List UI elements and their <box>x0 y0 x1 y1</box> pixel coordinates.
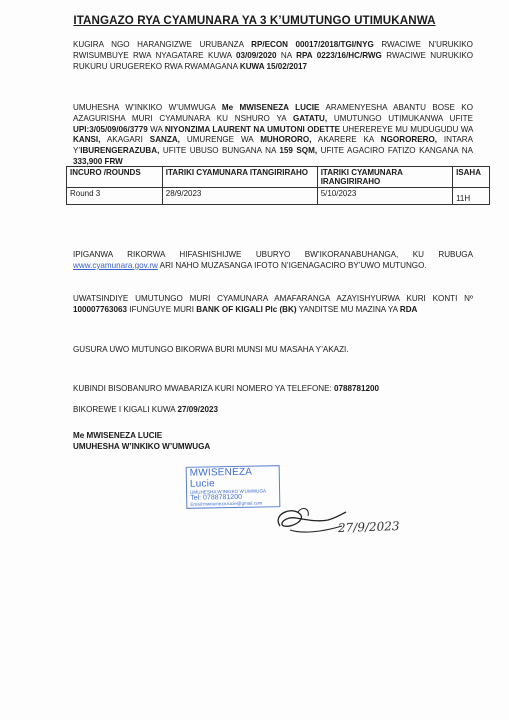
account-number: 100007763063 <box>73 304 128 314</box>
text: AKARERE KA <box>311 135 381 145</box>
paragraph-contact <box>73 384 473 395</box>
owners: NIYONZIMA LAURENT NA UMUTONI ODETTE <box>164 124 341 134</box>
text: RWACIWE NURUKIKO RUKURU URUGEREKO RWA RWAMAGANA <box>73 50 474 71</box>
date: KUWA 15/02/2017 <box>239 61 308 71</box>
paragraph-case-reference <box>73 40 473 72</box>
cell-round: Round 3 <box>67 188 163 205</box>
reserve-price: 333,900 FRW <box>73 156 123 166</box>
cell-start-date: 28/9/2023 <box>162 188 317 205</box>
text: UMUTUNGO UTIMUKANWA UFITE <box>327 113 473 123</box>
signatory-role: UMUHESHA W’INKIKO W’UMWUGA <box>73 442 211 451</box>
stamp-role: UMUHESHA W'INKIKO W'UMWUGA <box>190 488 267 495</box>
header-end-date: ITARIKI CYAMUNARA IRANGIRIRAHO <box>317 167 452 188</box>
text: UMURENGE WA <box>179 135 261 145</box>
text: NA <box>276 50 297 60</box>
district: NGORORERO, <box>380 135 437 145</box>
paragraph-payment <box>73 294 473 316</box>
date: 27/09/2023 <box>177 405 219 414</box>
text: UHEREREYE MU MUDUGUDU WA <box>340 124 474 134</box>
header-time: ISAHA <box>453 167 490 188</box>
phone-number: 0788781200 <box>334 384 380 393</box>
text: AKAGARI <box>100 135 150 145</box>
document-title: ITANGAZO RYA CYAMUNARA YA 3 K’UMUTUNGO UTIMUKANWA <box>73 14 436 27</box>
table-header-row <box>67 167 490 188</box>
signatory-name: Me MWISENEZA LUCIE <box>73 431 163 440</box>
auction-schedule-table <box>66 166 490 205</box>
bank-name: BANK OF KIGALI Plc (BK) <box>196 304 297 314</box>
province: IBURENGERAZUBA, <box>80 146 160 156</box>
text: INTARA Y’ <box>73 135 473 156</box>
text: IFUNGUYE MURI <box>127 304 197 314</box>
auction-website-link[interactable]: www.cyamunara.gov.rw <box>73 260 158 270</box>
header-start-date: ITARIKI CYAMUNARA ITANGIRIRAHO <box>162 167 317 188</box>
handwritten-signature <box>262 496 352 544</box>
stamp-name: MWISENEZA Lucie <box>189 466 252 490</box>
text: UWATSINDIYE UMUTUNGO MURI CYAMUNARA AMAFARANGA AZAYISHYURWA KURI KONTI Nº <box>73 294 473 303</box>
text: UFITE AGACIRO FATIZO KANGANA NA <box>317 146 473 156</box>
case-number: RP/ECON 00017/2018/TGI/NYG <box>251 40 374 49</box>
cell-time: 11H <box>453 188 490 205</box>
text: ARAMENYESHA ABANTU BOSE KO AZAGURISHA MURI CYAMUNARA KU NSHURO YA <box>73 103 473 123</box>
area: 159 SQM, <box>279 146 318 156</box>
upi: UPI:3/05/09/06/3779 <box>73 124 148 134</box>
stamp-email: Email:mwiseneza.lucie@gmail.com <box>190 500 263 507</box>
date: 03/09/2020 <box>235 50 277 60</box>
village: KANSI, <box>73 135 101 145</box>
cell-end-date: 5/10/2023 <box>317 188 452 205</box>
account-holder: RDA <box>399 304 418 314</box>
paragraph-visit: GUSURA UWO MUTUNGO BIKORWA BURI MUNSI MU MASAHA Y’AKAZI. <box>73 345 349 354</box>
text: IPIGANWA RIKORWA HIFASHISHIJWE UBURYO BW’IKORANABUHANGA, KU RUBUGA <box>73 250 473 259</box>
text: BIKOREWE I KIGALI KUWA <box>73 405 178 414</box>
sector: MUHORORO, <box>260 135 312 145</box>
text: KUGIRA NGO HARANGIZWE URUBANZA <box>73 40 252 49</box>
round-word: GATATU, <box>292 113 328 123</box>
stamp-phone: Tel: 0788781200 <box>190 493 243 502</box>
paragraph-online-bidding <box>73 250 473 272</box>
text: UMUHESHA W’INKIKO W’UMWUGA <box>73 103 222 112</box>
text: ARI NAHO MUZASANGA IFOTO N’IGENAGACIRO BY’UWO MUTUNGO. <box>157 260 427 270</box>
handwritten-date: 27/9/2023 <box>337 518 400 536</box>
text: KUBINDI BISOBANURO MWABARIZA KURI NOMERO YA TELEFONE: <box>73 384 334 393</box>
table-row <box>67 188 490 205</box>
signature-block <box>73 430 210 452</box>
paragraph-announcement <box>73 103 473 168</box>
bailiff-name: Me MWISENEZA LUCIE <box>221 103 320 112</box>
case-number: RPA 0223/16/HC/RWG <box>296 50 382 60</box>
paragraph-place-date <box>73 405 473 416</box>
cell: SANZA, <box>149 135 180 145</box>
text: UFITE UBUSO BUNGANA NA <box>159 146 280 156</box>
header-rounds: INCURO /ROUNDS <box>67 167 163 188</box>
text: WA <box>147 124 165 134</box>
text: RWACIWE N’URUKIKO RWISUMBUYE RWA NYAGATARE KUWA <box>73 40 473 60</box>
text: YANDITSE MU MAZINA YA <box>296 304 400 314</box>
